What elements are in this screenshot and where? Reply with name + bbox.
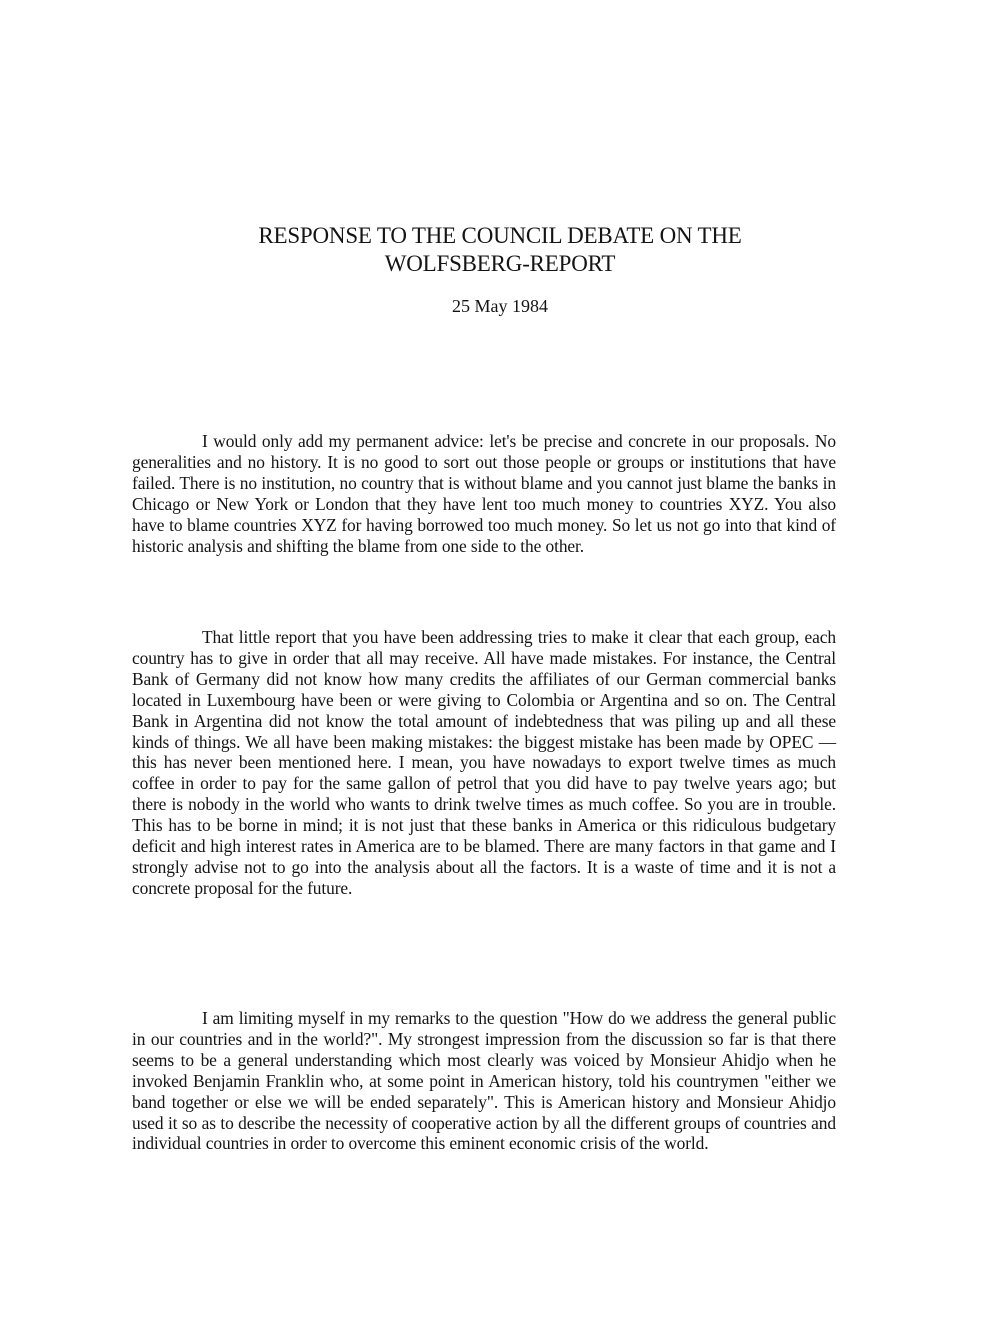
title-line-2: WOLFSBERG-REPORT xyxy=(384,251,616,276)
paragraph-3: I am limiting myself in my remarks to the question "How do we address the general public in our countries and in the world?". My strongest impression from the discussion so far is that there seems to be a general understanding which most clearly was voiced by Monsieur Ahidjo when he invoked Benjamin Franklin who, at some point in American history, told his countrymen "either we band together or else we will be ended separately". This is American history and Monsieur Ahidjo used it so as to describe the necessity of cooperative action by all the different groups of countries and individual countries in order to overcome this eminent economic crisis of the world. xyxy=(132,1008,836,1154)
title-line-1: RESPONSE TO THE COUNCIL DEBATE ON THE xyxy=(258,223,742,248)
paragraph-2: That little report that you have been addressing tries to make it clear that each group, each country has to give in order that all may receive. All have made mistakes. For instance, the Central Bank of Germany did not know how many credits the affiliates of our German commercial banks located in Luxembourg have been or were giving to Colombia or Argentina and so on. The Central Bank in Argentina did not know the total amount of indebtedness that was piling up and all these kinds of things. We all have been making mistakes: the biggest mistake has been made by OPEC — this has never been mentioned here. I mean, you have nowadays to export twelve times as much coffee in order to pay for the same gallon of petrol that you did have to pay twelve years ago; but there is nobody in the world who wants to drink twelve times as much coffee. So you are in trouble. This has to be borne in mind; it is not just that these banks in America or this ridiculous budgetary deficit and high interest rates in America are to be blamed. There are many factors in that game and I strongly advise not to go into the analysis about all the factors. It is a waste of time and it is not a concrete proposal for the future. xyxy=(132,627,836,898)
paragraph-1: I would only add my permanent advice: let's be precise and concrete in our proposals. No generalities and no history. It is no good to sort out those people or groups or institutions that have failed. There is no institution, no country that is without blame and you cannot just blame the banks in Chicago or New York or London that they have lent too much money to countries XYZ. You also have to blame countries XYZ for having borrowed too much money. So let us not go into that kind of historic analysis and shifting the blame from one side to the other. xyxy=(132,431,836,556)
document-title xyxy=(0,222,1000,278)
document-date: 25 May 1984 xyxy=(452,296,548,316)
